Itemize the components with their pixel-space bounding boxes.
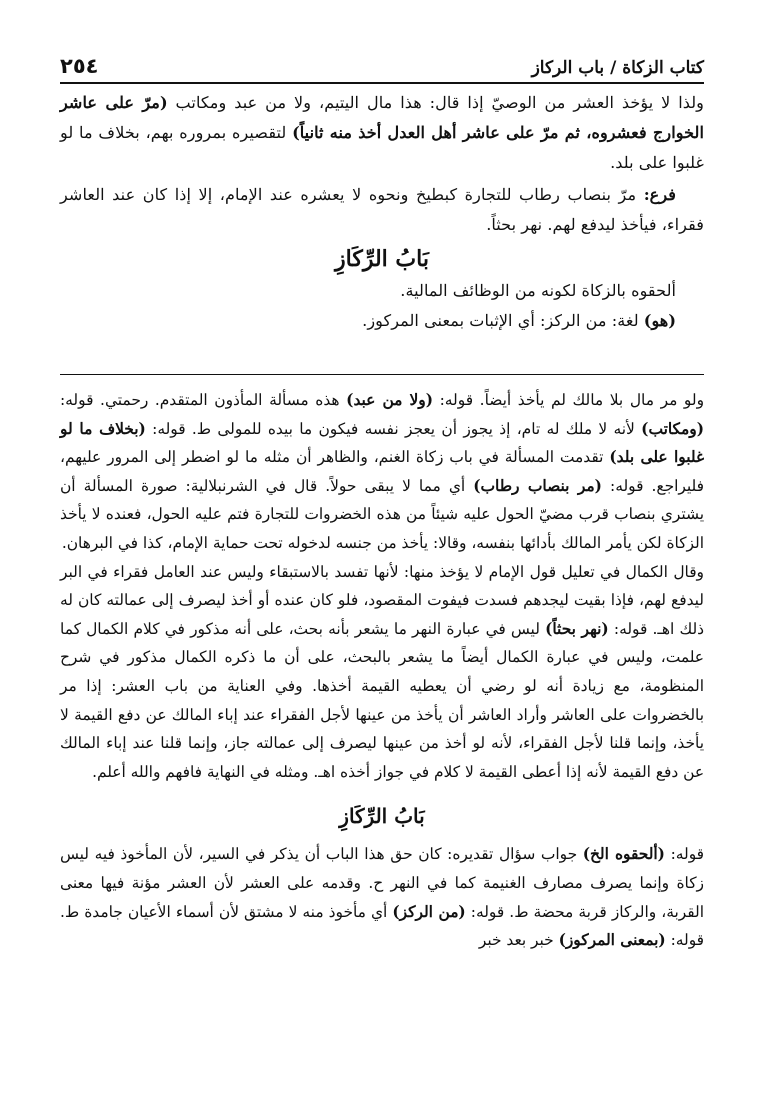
commentary-run: خبر بعد خبر (478, 931, 559, 950)
commentary-paragraph (60, 386, 704, 558)
commentary-run: أي مأخوذ منه لا مشتق لأن أسماء الأعيان جامدة ط. قوله: (60, 902, 704, 950)
commentary-bold-run: (نهر بحثاً) (545, 619, 609, 638)
commentary-bold-run: (ولا من عبد) (346, 391, 433, 409)
main-text-run: مرّ بنصاب رطاب للتجارة كبطيخ ونحوه لا يعشره عند الإمام، إلا إذا كان عند العاشر فقراء، فيأخذ ليدفع لهم. نهر بحثاً. (60, 185, 704, 234)
commentary-bold-run: (بمعنى المركوز) (558, 931, 666, 950)
commentary-bold-run: (مر بنصاب رطاب) (473, 476, 602, 495)
main-text-run: ولذا لا يؤخذ العشر من الوصيّ إذا قال: هذا مال اليتيم، ولا من عبد ومكاتب (167, 93, 704, 112)
commentary-run: جواب سؤال تقديره: كان حق هذا الباب أن يذكر في السير، لأن المأخوذ فيه ليس زكاة وإنما يصرف مصارف الغنيمة كما في النهر ح. وقدمه على العشر لأن العشر مؤنة فيها معنى القربة، والركاز قربة محضة ط. قوله: (60, 845, 704, 921)
commentary-run: ولو مر مال بلا مالك لم يأخذ أيضاً. قوله: (433, 391, 705, 409)
commentary-bold-run: (بخلاف ما لو غلبوا على بلد) (60, 419, 704, 467)
main-paragraph (60, 306, 704, 336)
commentary-run: أي مما لا يبقى حولاً. قال في الشرنبلالية: صورة المسألة أن يشتري بنصاب قرب مضيّ الحول عليه شيئاً من هذه الخضروات للتجارة فتم عليه الحول، فعنده لا يأخذ الزكاة لكن يأمر المالك بأدائها بنفسه، وقالا: يأخذ من جنسه لدخوله تحت حماية الإمام، كذا في البرهان. (60, 476, 704, 552)
main-text-run: لغة: من الركز: أي الإثبات بمعنى المركوز. (362, 311, 644, 330)
commentary-text (60, 386, 704, 955)
main-text (60, 88, 704, 336)
main-paragraph: ألحقوه بالزكاة لكونه من الوظائف المالية. (400, 281, 676, 300)
commentary-run: ليس في عبارة النهر ما يشعر بأنه بحث، على أنه مذكور في كلام الكمال كما علمت، وليس في عبارة الكمال أيضاً ما يشعر بالبحث، على أن ما ذكره الكمال مذكور في شرح المنظومة، مع زيادة أنه لو رضي أن يعطيه القيمة أخذها. وفي العناية من باب العشر: إذا مر بالخضروات على العاشر وأراد العاشر أن يأخذ من عينها لأجل الفقراء عند إباء المالك عن دفع القيمة لا يأخذ، وإنما قلنا لأجل الفقراء، لأنه لو أخذ من عينها ليصرف إلى عمالته جاز، وإنما قلنا عند إباء المالك عن دفع القيمة لأنه إذا أعطى القيمة لا كلام في جواز أخذه اهـ. ومثله في النهاية فافهم والله أعلم. (60, 619, 704, 781)
commentary-run: قوله: (664, 845, 704, 864)
main-bold-run: (هو) (643, 311, 676, 330)
main-bold-run: (مرّ على عاشر الخوارج فعشروه، ثم مرّ على عاشر أهل العدل أخذ منه ثانياً) (60, 93, 704, 142)
main-bold-run: فرع: (643, 185, 676, 204)
chapter-heading: بَابُ الرِّكَازِ (335, 246, 429, 272)
section-divider (60, 374, 704, 375)
main-paragraph (60, 88, 704, 178)
page-number: ٢٥٤ (60, 54, 99, 78)
commentary-paragraph (60, 840, 704, 954)
commentary-chapter-heading: بَابُ الرِّكَازِ (339, 804, 425, 829)
main-paragraph (60, 180, 704, 240)
commentary-bold-run: (ألحقوه الخ) (582, 845, 665, 864)
commentary-run: هذه مسألة المأذون المتقدم. رحمتي. قوله: (60, 391, 347, 409)
commentary-bold-run: (ومكاتب) (641, 419, 704, 438)
commentary-run: لأنه لا ملك له تام، إذ يجوز أن يعجز نفسه فيكون ما بيده للمولى ط. قوله: (145, 419, 642, 438)
commentary-paragraph (60, 558, 704, 787)
running-title: كتاب الزكاة / باب الركاز (531, 58, 704, 78)
commentary-bold-run: (من الركز) (392, 902, 466, 921)
main-text-run: لتقصيره بمروره بهم، بخلاف ما لو غلبوا على بلد. (60, 123, 704, 172)
commentary-run: وقال الكمال في تعليل قول الإمام لا يؤخذ منها: لأنها تفسد بالاستبقاء وليس عند العامل فقراء في البر ليدفع لهم، فإذا بقيت ليجدهم فسدت فيفوت المقصود، فلو كان عنده أو أخذ ليصرف إلى عمالته كان له ذلك اهـ. قوله: (60, 562, 705, 638)
page-header (60, 44, 704, 84)
commentary-run: تقدمت المسألة في باب زكاة الغنم، والظاهر أن مثله ما لو اضطر إلى المرور عليهم، فليراجع. قوله: (60, 448, 704, 495)
